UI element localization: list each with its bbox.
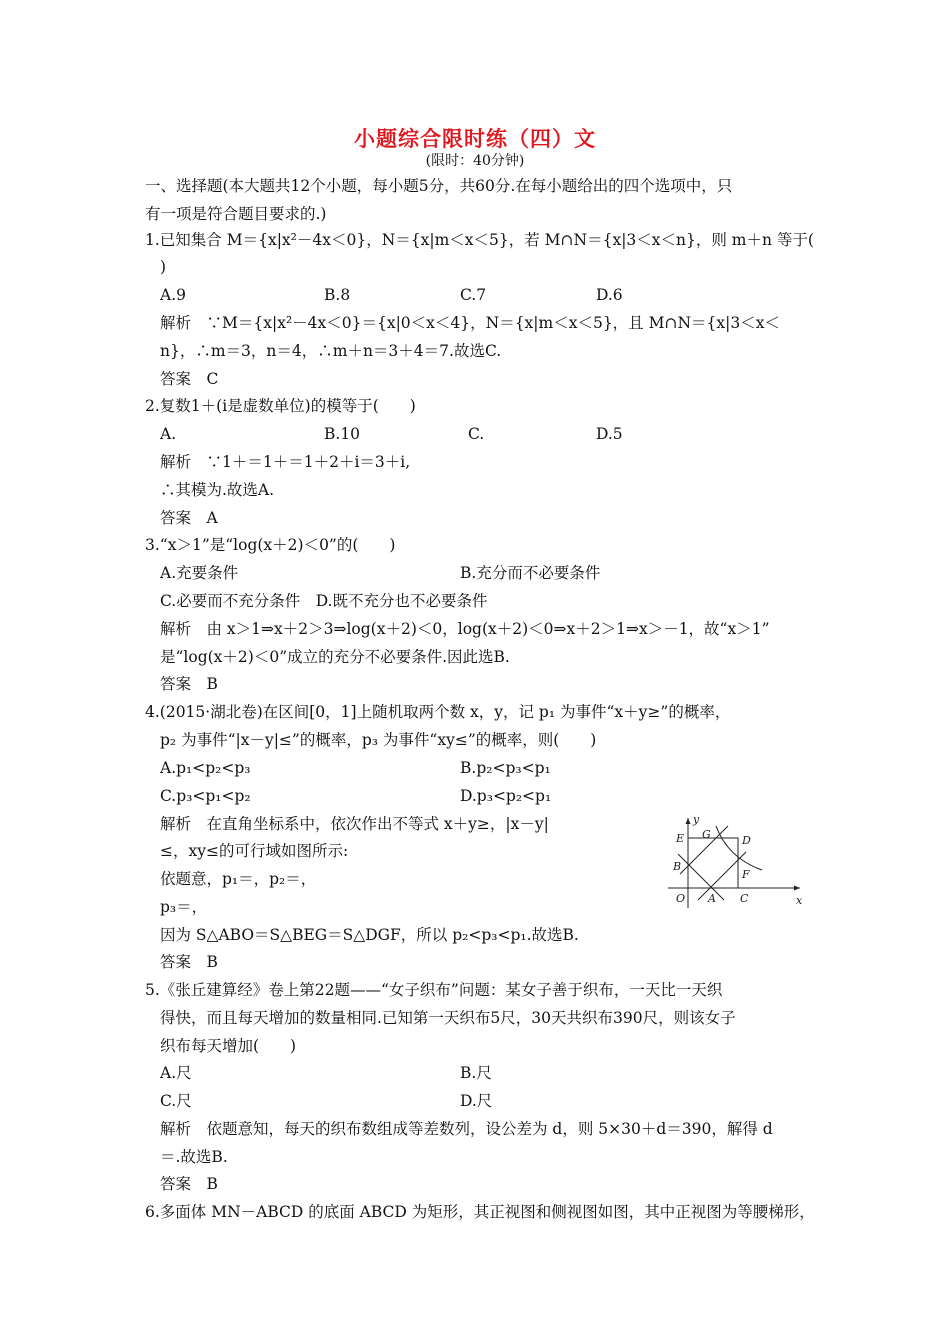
point-label: B (673, 860, 682, 873)
question-stem: 织布每天增加( ) (160, 1037, 297, 1055)
analysis-text: ∴其模为.故选A. (160, 481, 275, 499)
question-stem: 4.(2015·湖北卷)在区间[0，1]上随机取两个数 x，y，记 p₁ 为事件“x＋y≥”的概率， (145, 703, 731, 721)
question-stem: 6.多面体 MN－ABCD 的底面 ABCD 为矩形，其正视图和侧视图如图，其中正视图为等腰梯形， (145, 1203, 815, 1221)
question-stem: 3.“x＞1”是“log(x＋2)＜0”的( ) (145, 536, 396, 554)
question-stem: 1.已知集合 M＝{x|x²－4x＜0}，N＝{x|m＜x＜5}，若 M∩N＝{x|3＜x＜n}，则 m＋n 等于( (145, 231, 814, 249)
point-label: G (702, 828, 711, 841)
option: D.p₃<p₂<p₁ (460, 787, 552, 805)
point-label: A (708, 892, 716, 905)
page-title: 小题综合限时练（四）文 (354, 126, 596, 151)
answer-text: 答案 B (160, 675, 218, 693)
analysis-text: 是“log(x＋2)＜0”成立的充分不必要条件.因此选B. (160, 648, 510, 666)
point-label: O (676, 892, 686, 905)
question-stem: p₂ 为事件“|x－y|≤”的概率，p₃ 为事件“xy≤”的概率，则( ) (160, 731, 597, 749)
analysis-text: p₃＝， (160, 898, 208, 916)
option: C.必要而不充分条件 D.既不充分也不必要条件 (160, 592, 488, 610)
question-stem: ) (160, 258, 167, 276)
option: B.10 (324, 425, 361, 443)
feasible-region-diagram (664, 814, 806, 910)
option: A.充要条件 (160, 564, 239, 582)
option: C.尺 (160, 1092, 192, 1110)
point-label: F (742, 868, 750, 881)
axis-label: y (693, 814, 700, 826)
analysis-text: 解析 依题意知，每天的织布数组成等差数列，设公差为 d，则 5×30＋d＝390，解得 d (160, 1120, 773, 1138)
point-label: D (742, 834, 751, 847)
analysis-text: 解析 ∵M＝{x|x²－4x＜0}＝{x|0＜x＜4}，N＝{x|m＜x＜5}，且 M∩N＝{x|3＜x＜ (160, 314, 780, 332)
unit-square (688, 838, 738, 888)
analysis-text: ＝.故选B. (160, 1148, 228, 1166)
option: C. (468, 425, 485, 443)
option: D.6 (596, 286, 623, 304)
analysis-text: 解析 ∵1＋＝1＋＝1＋2＋i＝3＋i, (160, 453, 411, 471)
option: C.p₃<p₁<p₂ (160, 787, 251, 805)
curve-xy (716, 826, 762, 870)
question-stem: 5.《张丘建算经》卷上第22题——“女子织布”问题：某女子善于织布，一天比一天织 (145, 981, 723, 999)
option: D.5 (596, 425, 623, 443)
section-instructions: 一、选择题(本大题共12个小题，每小题5分，共60分.在每小题给出的四个选项中，只 (145, 177, 733, 195)
point-label: C (740, 892, 749, 905)
line-y-minus-x (698, 852, 746, 900)
option: A.p₁<p₂<p₃ (160, 759, 251, 777)
option: A. (160, 425, 177, 443)
y-axis-arrow (686, 818, 691, 824)
option: B.8 (324, 286, 351, 304)
question-stem: 得快，而且每天增加的数量相同.已知第一天织布5尺，30天共织布390尺，则该女子 (160, 1009, 736, 1027)
analysis-text: ≤，xy≤的可行域如图所示: (160, 842, 349, 860)
section-instructions: 有一项是符合题目要求的.) (145, 205, 327, 223)
option: B.充分而不必要条件 (460, 564, 601, 582)
option: C.7 (460, 286, 487, 304)
question-stem: 2.复数1＋(i是虚数单位)的模等于( ) (145, 397, 416, 415)
answer-text: 答案 A (160, 509, 218, 527)
analysis-text: 解析 由 x＞1⇒x＋2＞3⇒log(x＋2)＜0，log(x＋2)＜0⇒x＋2＞1⇒x＞－1，故“x＞1” (160, 620, 770, 638)
axis-label: x (796, 894, 803, 907)
option: B.尺 (460, 1064, 492, 1082)
point-label: E (676, 832, 685, 845)
option: A.9 (160, 286, 186, 304)
option: D.尺 (460, 1092, 493, 1110)
time-limit: (限时：40分钟) (425, 153, 525, 169)
analysis-text: n}，∴m＝3，n＝4，∴m＋n＝3＋4＝7.故选C. (160, 342, 502, 360)
option: B.p₂<p₃<p₁ (460, 759, 551, 777)
answer-text: 答案 B (160, 1175, 218, 1193)
analysis-text: 因为 S△ABO＝S△BEG＝S△DGF，所以 p₂<p₃<p₁.故选B. (160, 926, 579, 944)
answer-text: 答案 B (160, 953, 218, 971)
analysis-text: 依题意，p₁＝，p₂＝， (160, 870, 317, 888)
analysis-text: 解析 在直角坐标系中，依次作出不等式 x＋y≥，|x－y| (160, 815, 549, 833)
option: A.尺 (160, 1064, 192, 1082)
answer-text: 答案 C (160, 370, 219, 388)
x-axis-arrow (794, 886, 800, 891)
